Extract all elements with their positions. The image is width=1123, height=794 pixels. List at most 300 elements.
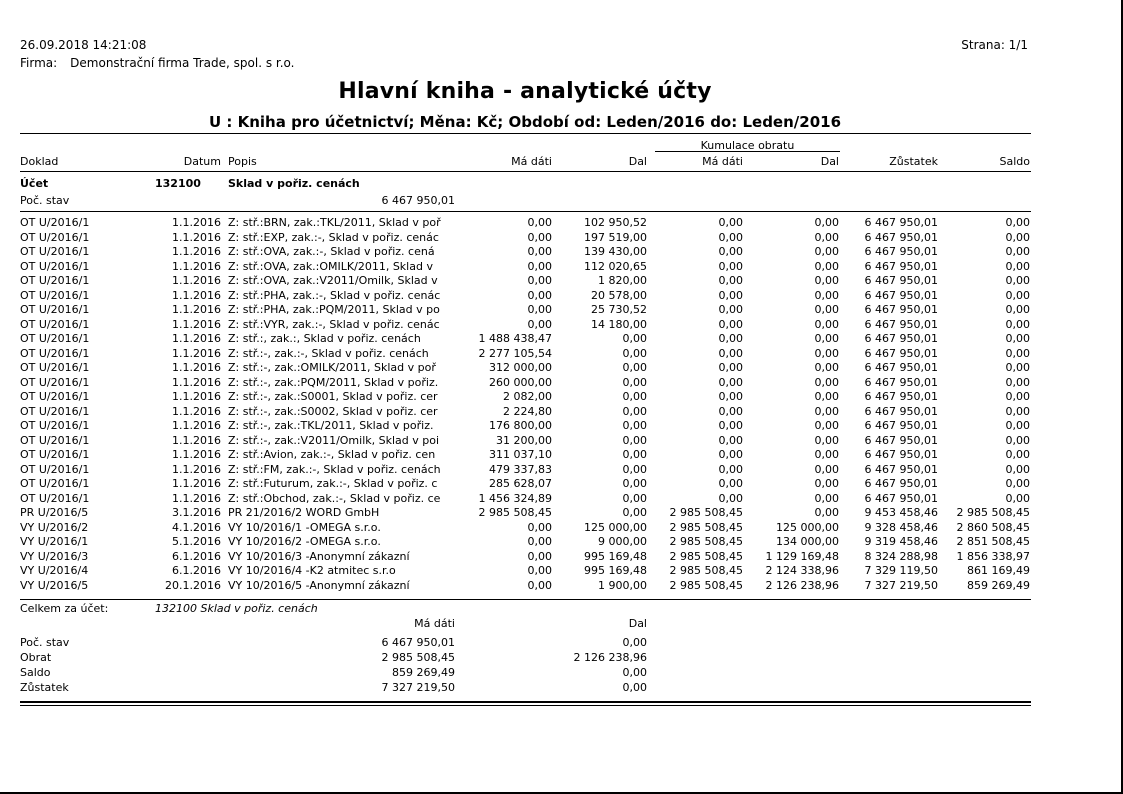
- cell-saldo: 0,00: [1005, 477, 1030, 490]
- cell-datum: 20.1.2016: [165, 578, 221, 592]
- cell-kum-dal: 0,00: [814, 419, 839, 432]
- cell-doklad: OT U/2016/1: [20, 216, 90, 229]
- company-line: [20, 56, 294, 70]
- cell-zustatek: 6 467 950,01: [864, 346, 938, 360]
- cell-dal: 0,00: [622, 462, 647, 476]
- cell-ma-dati: 0,00: [527, 535, 552, 548]
- cell-dal: 0,00: [622, 448, 647, 461]
- cell-kum-ma-dati: 0,00: [718, 346, 743, 360]
- cell-kum-dal: 0,00: [814, 230, 839, 244]
- col-header-dal: Dal: [628, 155, 647, 168]
- cell-datum: 1.1.2016: [172, 491, 221, 505]
- cell-doklad: OT U/2016/1: [20, 462, 90, 476]
- cell-doklad: OT U/2016/1: [20, 477, 90, 490]
- cell-doklad: OT U/2016/1: [20, 303, 90, 316]
- ledger-row: [0, 463, 1123, 478]
- cell-ma-dati: 1 456 324,89: [478, 491, 552, 505]
- cell-popis: Z: stř.:, zak.:, Sklad v pořiz. cenách: [228, 332, 421, 345]
- cell-datum: 1.1.2016: [172, 317, 221, 331]
- cell-ma-dati: 0,00: [527, 259, 552, 273]
- cell-ma-dati: 0,00: [527, 216, 552, 229]
- cell-saldo: 2 860 508,45: [956, 520, 1030, 534]
- cell-saldo: 2 985 508,45: [956, 506, 1030, 519]
- summary-label: Obrat: [20, 651, 52, 664]
- cell-dal: 0,00: [622, 491, 647, 505]
- cell-kum-ma-dati: 0,00: [718, 317, 743, 331]
- ledger-row: [0, 303, 1123, 318]
- cell-kum-dal: 134 000,00: [776, 535, 839, 548]
- cell-saldo: 0,00: [1005, 462, 1030, 476]
- cell-doklad: OT U/2016/1: [20, 491, 90, 505]
- cell-datum: 1.1.2016: [172, 332, 221, 345]
- col-header-datum: Datum: [183, 155, 221, 168]
- cell-kum-dal: 0,00: [814, 259, 839, 273]
- footer-rule-2: [20, 705, 1031, 706]
- cell-zustatek: 6 467 950,01: [864, 390, 938, 403]
- cell-datum: 6.1.2016: [172, 549, 221, 563]
- cell-popis: Z: stř.:-, zak.:-, Sklad v pořiz. cenách: [228, 346, 429, 360]
- cell-popis: VY 10/2016/1 -OMEGA s.r.o.: [228, 520, 381, 534]
- cell-doklad: OT U/2016/1: [20, 375, 90, 389]
- cell-zustatek: 6 467 950,01: [864, 317, 938, 331]
- cell-zustatek: 6 467 950,01: [864, 448, 938, 461]
- cell-kum-ma-dati: 0,00: [718, 259, 743, 273]
- cell-popis: Z: stř.:EXP, zak.:-, Sklad v pořiz. cenác: [228, 230, 439, 244]
- cell-dal: 25 730,52: [591, 303, 647, 316]
- ledger-row: [0, 231, 1123, 246]
- print-datetime: 26.09.2018 14:21:08: [20, 38, 147, 52]
- cell-kum-dal: 125 000,00: [776, 520, 839, 534]
- cell-doklad: OT U/2016/1: [20, 448, 90, 461]
- ledger-row: [0, 492, 1123, 507]
- cell-ma-dati: 2 985 508,45: [478, 506, 552, 519]
- ledger-row: [0, 419, 1123, 434]
- cell-ma-dati: 479 337,83: [489, 462, 552, 476]
- cell-saldo: 0,00: [1005, 259, 1030, 273]
- page-number: Strana: 1/1: [961, 38, 1028, 52]
- cell-datum: 1.1.2016: [172, 346, 221, 360]
- summary-dal: 2 126 238,96: [573, 651, 647, 664]
- cell-kum-ma-dati: 0,00: [718, 216, 743, 229]
- report-subtitle: U : Kniha pro účetnictví; Měna: Kč; Období od: Leden/2016 do: Leden/2016: [208, 113, 842, 131]
- cell-doklad: OT U/2016/1: [20, 259, 90, 273]
- start-balance-label: Poč. stav: [20, 194, 70, 207]
- cell-zustatek: 6 467 950,01: [864, 332, 938, 345]
- cell-dal: 125 000,00: [584, 520, 647, 534]
- ledger-row: [0, 318, 1123, 333]
- ledger-row: [0, 579, 1123, 594]
- cell-datum: 1.1.2016: [172, 477, 221, 490]
- cell-zustatek: 6 467 950,01: [864, 259, 938, 273]
- cell-zustatek: 9 453 458,46: [864, 506, 938, 519]
- cell-ma-dati: 2 082,00: [503, 390, 552, 403]
- account-name: Sklad v pořiz. cenách: [228, 177, 360, 190]
- cell-kum-ma-dati: 2 985 508,45: [669, 564, 743, 577]
- cell-zustatek: 8 324 288,98: [864, 549, 938, 563]
- cell-popis: VY 10/2016/2 -OMEGA s.r.o.: [228, 535, 381, 548]
- cell-kum-dal: 2 124 338,96: [765, 564, 839, 577]
- cell-datum: 1.1.2016: [172, 361, 221, 374]
- cell-kum-dal: 0,00: [814, 332, 839, 345]
- cell-popis: VY 10/2016/4 -K2 atmitec s.r.o: [228, 564, 396, 577]
- cell-datum: 1.1.2016: [172, 462, 221, 476]
- cell-ma-dati: 31 200,00: [496, 433, 552, 447]
- cell-kum-ma-dati: 0,00: [718, 477, 743, 490]
- ledger-row: [0, 521, 1123, 536]
- cell-zustatek: 6 467 950,01: [864, 361, 938, 374]
- cell-doklad: OT U/2016/1: [20, 332, 90, 345]
- rows-rule: [20, 211, 1031, 212]
- cell-kum-dal: 0,00: [814, 317, 839, 331]
- ledger-row: [0, 477, 1123, 492]
- cell-saldo: 0,00: [1005, 375, 1030, 389]
- cell-kum-ma-dati: 0,00: [718, 404, 743, 418]
- total-label: Celkem za účet:: [20, 602, 109, 615]
- cell-kum-dal: 0,00: [814, 491, 839, 505]
- cell-ma-dati: 0,00: [527, 520, 552, 534]
- cell-zustatek: 6 467 950,01: [864, 216, 938, 229]
- cell-zustatek: 6 467 950,01: [864, 375, 938, 389]
- cell-kum-ma-dati: 0,00: [718, 245, 743, 258]
- cell-popis: PR 21/2016/2 WORD GmbH: [228, 506, 380, 519]
- cell-saldo: 0,00: [1005, 346, 1030, 360]
- cell-datum: 1.1.2016: [172, 245, 221, 258]
- cell-dal: 1 820,00: [598, 274, 647, 287]
- cell-datum: 1.1.2016: [172, 375, 221, 389]
- cell-ma-dati: 0,00: [527, 578, 552, 592]
- col-header-popis: Popis: [228, 155, 257, 168]
- ledger-row: [0, 448, 1123, 463]
- cell-doklad: OT U/2016/1: [20, 245, 90, 258]
- ledger-row: [0, 535, 1123, 550]
- cell-ma-dati: 0,00: [527, 303, 552, 316]
- cell-dal: 197 519,00: [584, 230, 647, 244]
- cell-ma-dati: 0,00: [527, 564, 552, 577]
- header-rule: [20, 171, 1031, 172]
- col-header-zustatek: Zůstatek: [889, 155, 938, 168]
- ledger-row: [0, 506, 1123, 521]
- cell-popis: Z: stř.:Avion, zak.:-, Sklad v pořiz. cen: [228, 448, 436, 461]
- ledger-row: [0, 289, 1123, 304]
- cell-dal: 14 180,00: [591, 317, 647, 331]
- cell-doklad: OT U/2016/1: [20, 346, 90, 360]
- cell-dal: 9 000,00: [598, 535, 647, 548]
- cell-popis: Z: stř.:PHA, zak.:PQM/2011, Sklad v po: [228, 303, 440, 316]
- cell-datum: 1.1.2016: [172, 216, 221, 229]
- cell-dal: 0,00: [622, 404, 647, 418]
- cell-kum-ma-dati: 0,00: [718, 288, 743, 302]
- cell-kum-dal: 0,00: [814, 477, 839, 490]
- total-account: 132100 Sklad v pořiz. cenách: [155, 602, 318, 615]
- cell-saldo: 0,00: [1005, 448, 1030, 461]
- cell-zustatek: 9 328 458,46: [864, 520, 938, 534]
- cell-doklad: OT U/2016/1: [20, 404, 90, 418]
- cell-doklad: VY U/2016/4: [20, 564, 89, 577]
- cell-kum-ma-dati: 0,00: [718, 230, 743, 244]
- cell-kum-dal: 2 126 238,96: [765, 578, 839, 592]
- summary-label: Zůstatek: [20, 681, 69, 694]
- cell-kum-dal: 0,00: [814, 375, 839, 389]
- ledger-rows: [0, 216, 1123, 593]
- cell-datum: 1.1.2016: [172, 230, 221, 244]
- summary-ma-dati: 2 985 508,45: [381, 651, 455, 664]
- summary-ma-dati: 7 327 219,50: [381, 681, 455, 694]
- cell-datum: 1.1.2016: [172, 303, 221, 316]
- cell-saldo: 0,00: [1005, 332, 1030, 345]
- cell-dal: 995 169,48: [584, 549, 647, 563]
- cell-popis: Z: stř.:-, zak.:TKL/2011, Sklad v pořiz.: [228, 419, 434, 432]
- cell-saldo: 0,00: [1005, 433, 1030, 447]
- summary-header-ma-dati: Má dáti: [414, 617, 455, 630]
- cell-ma-dati: 0,00: [527, 549, 552, 563]
- cell-doklad: VY U/2016/5: [20, 578, 89, 592]
- cell-kum-dal: 0,00: [814, 245, 839, 258]
- cell-doklad: VY U/2016/3: [20, 549, 89, 563]
- cell-datum: 1.1.2016: [172, 433, 221, 447]
- cell-saldo: 861 169,49: [967, 564, 1030, 577]
- cell-kum-dal: 0,00: [814, 448, 839, 461]
- cell-dal: 0,00: [622, 433, 647, 447]
- cell-kum-ma-dati: 0,00: [718, 433, 743, 447]
- ledger-row: [0, 274, 1123, 289]
- col-header-saldo: Saldo: [999, 155, 1030, 168]
- cell-saldo: 0,00: [1005, 419, 1030, 432]
- cell-zustatek: 7 329 119,50: [864, 564, 938, 577]
- cell-dal: 102 950,52: [584, 216, 647, 229]
- cell-dal: 1 900,00: [598, 578, 647, 592]
- cell-zustatek: 6 467 950,01: [864, 274, 938, 287]
- summary-ma-dati: 859 269,49: [392, 666, 455, 679]
- cell-kum-dal: 0,00: [814, 303, 839, 316]
- cell-saldo: 0,00: [1005, 303, 1030, 316]
- cell-kum-ma-dati: 2 985 508,45: [669, 578, 743, 592]
- cell-kum-ma-dati: 0,00: [718, 303, 743, 316]
- cell-doklad: VY U/2016/2: [20, 520, 89, 534]
- cell-popis: Z: stř.:-, zak.:S0002, Sklad v pořiz. cer: [228, 404, 438, 418]
- cell-zustatek: 6 467 950,01: [864, 288, 938, 302]
- ledger-row: [0, 550, 1123, 565]
- cell-popis: Z: stř.:VYR, zak.:-, Sklad v pořiz. cenác: [228, 317, 440, 331]
- cell-datum: 1.1.2016: [172, 259, 221, 273]
- cell-kum-dal: 0,00: [814, 506, 839, 519]
- cell-saldo: 859 269,49: [967, 578, 1030, 592]
- cell-popis: VY 10/2016/5 -Anonymní zákazní: [228, 578, 410, 592]
- cell-datum: 3.1.2016: [172, 506, 221, 519]
- cell-doklad: OT U/2016/1: [20, 274, 90, 287]
- cell-doklad: PR U/2016/5: [20, 506, 89, 519]
- cell-popis: Z: stř.:BRN, zak.:TKL/2011, Sklad v poř: [228, 216, 441, 229]
- cell-kum-ma-dati: 2 985 508,45: [669, 506, 743, 519]
- cell-saldo: 1 856 338,97: [956, 549, 1030, 563]
- ledger-row: [0, 376, 1123, 391]
- cell-dal: 0,00: [622, 375, 647, 389]
- ledger-row: [0, 347, 1123, 362]
- cell-dal: 20 578,00: [591, 288, 647, 302]
- cell-zustatek: 6 467 950,01: [864, 462, 938, 476]
- cell-dal: 112 020,65: [584, 259, 647, 273]
- cell-ma-dati: 0,00: [527, 317, 552, 331]
- summary-label: Poč. stav: [20, 636, 70, 649]
- ledger-row: [0, 434, 1123, 449]
- summary-ma-dati: 6 467 950,01: [381, 636, 455, 649]
- title-rule: [20, 133, 1031, 134]
- report-title: Hlavní kniha - analytické účty: [338, 79, 712, 104]
- cell-kum-ma-dati: 2 985 508,45: [669, 535, 743, 548]
- cell-kum-dal: 0,00: [814, 346, 839, 360]
- cell-doklad: OT U/2016/1: [20, 433, 90, 447]
- cell-zustatek: 7 327 219,50: [864, 578, 938, 592]
- cell-doklad: OT U/2016/1: [20, 317, 90, 331]
- start-balance-value: 6 467 950,01: [381, 194, 455, 207]
- cell-saldo: 0,00: [1005, 245, 1030, 258]
- cell-zustatek: 6 467 950,01: [864, 477, 938, 490]
- col-header-doklad: Doklad: [20, 155, 59, 168]
- cell-kum-ma-dati: 0,00: [718, 448, 743, 461]
- summary-dal: 0,00: [622, 636, 647, 649]
- cell-kum-dal: 0,00: [814, 404, 839, 418]
- cell-popis: Z: stř.:-, zak.:PQM/2011, Sklad v pořiz.: [228, 375, 439, 389]
- cell-kum-ma-dati: 0,00: [718, 419, 743, 432]
- ledger-row: [0, 361, 1123, 376]
- cell-datum: 6.1.2016: [172, 564, 221, 577]
- cell-saldo: 0,00: [1005, 361, 1030, 374]
- account-label: Účet: [20, 177, 49, 190]
- cell-zustatek: 6 467 950,01: [864, 230, 938, 244]
- cell-kum-dal: 0,00: [814, 274, 839, 287]
- cell-ma-dati: 0,00: [527, 274, 552, 287]
- company-name: Demonstrační firma Trade, spol. s r.o.: [70, 56, 295, 70]
- cell-datum: 1.1.2016: [172, 390, 221, 403]
- cell-kum-dal: 0,00: [814, 433, 839, 447]
- cell-kum-dal: 0,00: [814, 361, 839, 374]
- cell-dal: 0,00: [622, 419, 647, 432]
- ledger-row: [0, 216, 1123, 231]
- summary-dal: 0,00: [622, 681, 647, 694]
- cell-kum-ma-dati: 0,00: [718, 491, 743, 505]
- cell-popis: Z: stř.:Obchod, zak.:-, Sklad v pořiz. ce: [228, 491, 441, 505]
- cell-ma-dati: 2 277 105,54: [478, 346, 552, 360]
- cell-dal: 995 169,48: [584, 564, 647, 577]
- cell-saldo: 2 851 508,45: [956, 535, 1030, 548]
- cell-popis: Z: stř.:OVA, zak.:V2011/Omilk, Sklad v: [228, 274, 438, 287]
- cell-zustatek: 6 467 950,01: [864, 245, 938, 258]
- cell-datum: 1.1.2016: [172, 288, 221, 302]
- cell-kum-ma-dati: 2 985 508,45: [669, 520, 743, 534]
- cell-kum-dal: 0,00: [814, 216, 839, 229]
- col-header-kum-dal: Dal: [820, 155, 839, 168]
- cell-zustatek: 6 467 950,01: [864, 419, 938, 432]
- cell-popis: VY 10/2016/3 -Anonymní zákazní: [228, 549, 410, 563]
- summary-dal: 0,00: [622, 666, 647, 679]
- cell-zustatek: 9 319 458,46: [864, 535, 938, 548]
- cell-popis: Z: stř.:-, zak.:V2011/Omilk, Sklad v poi: [228, 433, 440, 447]
- cell-datum: 1.1.2016: [172, 448, 221, 461]
- cell-kum-ma-dati: 0,00: [718, 462, 743, 476]
- cell-ma-dati: 1 488 438,47: [478, 332, 552, 345]
- cell-dal: 0,00: [622, 477, 647, 490]
- cell-popis: Z: stř.:Futurum, zak.:-, Sklad v pořiz. c: [228, 477, 438, 490]
- cell-saldo: 0,00: [1005, 288, 1030, 302]
- cell-kum-ma-dati: 0,00: [718, 361, 743, 374]
- cell-doklad: OT U/2016/1: [20, 419, 90, 432]
- cell-dal: 0,00: [622, 506, 647, 519]
- rows-end-rule: [20, 599, 1031, 600]
- cell-dal: 0,00: [622, 361, 647, 374]
- ledger-row: [0, 405, 1123, 420]
- ledger-row: [0, 390, 1123, 405]
- ledger-row: [0, 245, 1123, 260]
- cell-datum: 5.1.2016: [172, 535, 221, 548]
- cell-saldo: 0,00: [1005, 274, 1030, 287]
- company-label: Firma:: [20, 56, 58, 70]
- cell-popis: Z: stř.:-, zak.:OMILK/2011, Sklad v poř: [228, 361, 436, 374]
- cell-ma-dati: 311 037,10: [489, 448, 552, 461]
- cell-popis: Z: stř.:FM, zak.:-, Sklad v pořiz. cenách: [228, 462, 441, 476]
- cell-ma-dati: 2 224,80: [503, 404, 552, 418]
- cell-zustatek: 6 467 950,01: [864, 303, 938, 316]
- cell-datum: 4.1.2016: [172, 520, 221, 534]
- cell-ma-dati: 312 000,00: [489, 361, 552, 374]
- cell-doklad: OT U/2016/1: [20, 361, 90, 374]
- col-header-kum-ma-dati: Má dáti: [702, 155, 743, 168]
- cell-saldo: 0,00: [1005, 491, 1030, 505]
- col-header-ma-dati: Má dáti: [511, 155, 552, 168]
- cell-popis: Z: stř.:OVA, zak.:-, Sklad v pořiz. cená: [228, 245, 435, 258]
- cell-datum: 1.1.2016: [172, 419, 221, 432]
- footer-rule-1: [20, 701, 1031, 703]
- cell-saldo: 0,00: [1005, 230, 1030, 244]
- cell-ma-dati: 260 000,00: [489, 375, 552, 389]
- cell-kum-dal: 1 129 169,48: [765, 549, 839, 563]
- cell-zustatek: 6 467 950,01: [864, 491, 938, 505]
- cell-dal: 0,00: [622, 332, 647, 345]
- ledger-row: [0, 564, 1123, 579]
- ledger-row: [0, 332, 1123, 347]
- cell-doklad: OT U/2016/1: [20, 390, 90, 403]
- cell-kum-dal: 0,00: [814, 288, 839, 302]
- cell-dal: 139 430,00: [584, 245, 647, 258]
- cell-saldo: 0,00: [1005, 317, 1030, 331]
- cell-kum-ma-dati: 0,00: [718, 390, 743, 403]
- cell-kum-ma-dati: 2 985 508,45: [669, 549, 743, 563]
- cell-dal: 0,00: [622, 346, 647, 360]
- cell-ma-dati: 0,00: [527, 230, 552, 244]
- cell-popis: Z: stř.:OVA, zak.:OMILK/2011, Sklad v: [228, 259, 433, 273]
- cell-saldo: 0,00: [1005, 404, 1030, 418]
- kumulace-header: Kumulace obratu: [700, 139, 795, 152]
- cell-kum-dal: 0,00: [814, 390, 839, 403]
- cell-kum-ma-dati: 0,00: [718, 332, 743, 345]
- cell-kum-ma-dati: 0,00: [718, 375, 743, 389]
- cell-datum: 1.1.2016: [172, 274, 221, 287]
- cell-zustatek: 6 467 950,01: [864, 404, 938, 418]
- cell-kum-dal: 0,00: [814, 462, 839, 476]
- ledger-row: [0, 260, 1123, 275]
- cell-ma-dati: 176 800,00: [489, 419, 552, 432]
- summary-header-dal: Dal: [628, 617, 647, 630]
- cell-ma-dati: 0,00: [527, 245, 552, 258]
- cell-datum: 1.1.2016: [172, 404, 221, 418]
- cell-ma-dati: 285 628,07: [489, 477, 552, 490]
- cell-doklad: OT U/2016/1: [20, 230, 90, 244]
- cell-saldo: 0,00: [1005, 216, 1030, 229]
- cell-kum-ma-dati: 0,00: [718, 274, 743, 287]
- cell-doklad: OT U/2016/1: [20, 288, 90, 302]
- cell-popis: Z: stř.:PHA, zak.:-, Sklad v pořiz. cenác: [228, 288, 441, 302]
- cell-zustatek: 6 467 950,01: [864, 433, 938, 447]
- summary-label: Saldo: [20, 666, 51, 679]
- cell-saldo: 0,00: [1005, 390, 1030, 403]
